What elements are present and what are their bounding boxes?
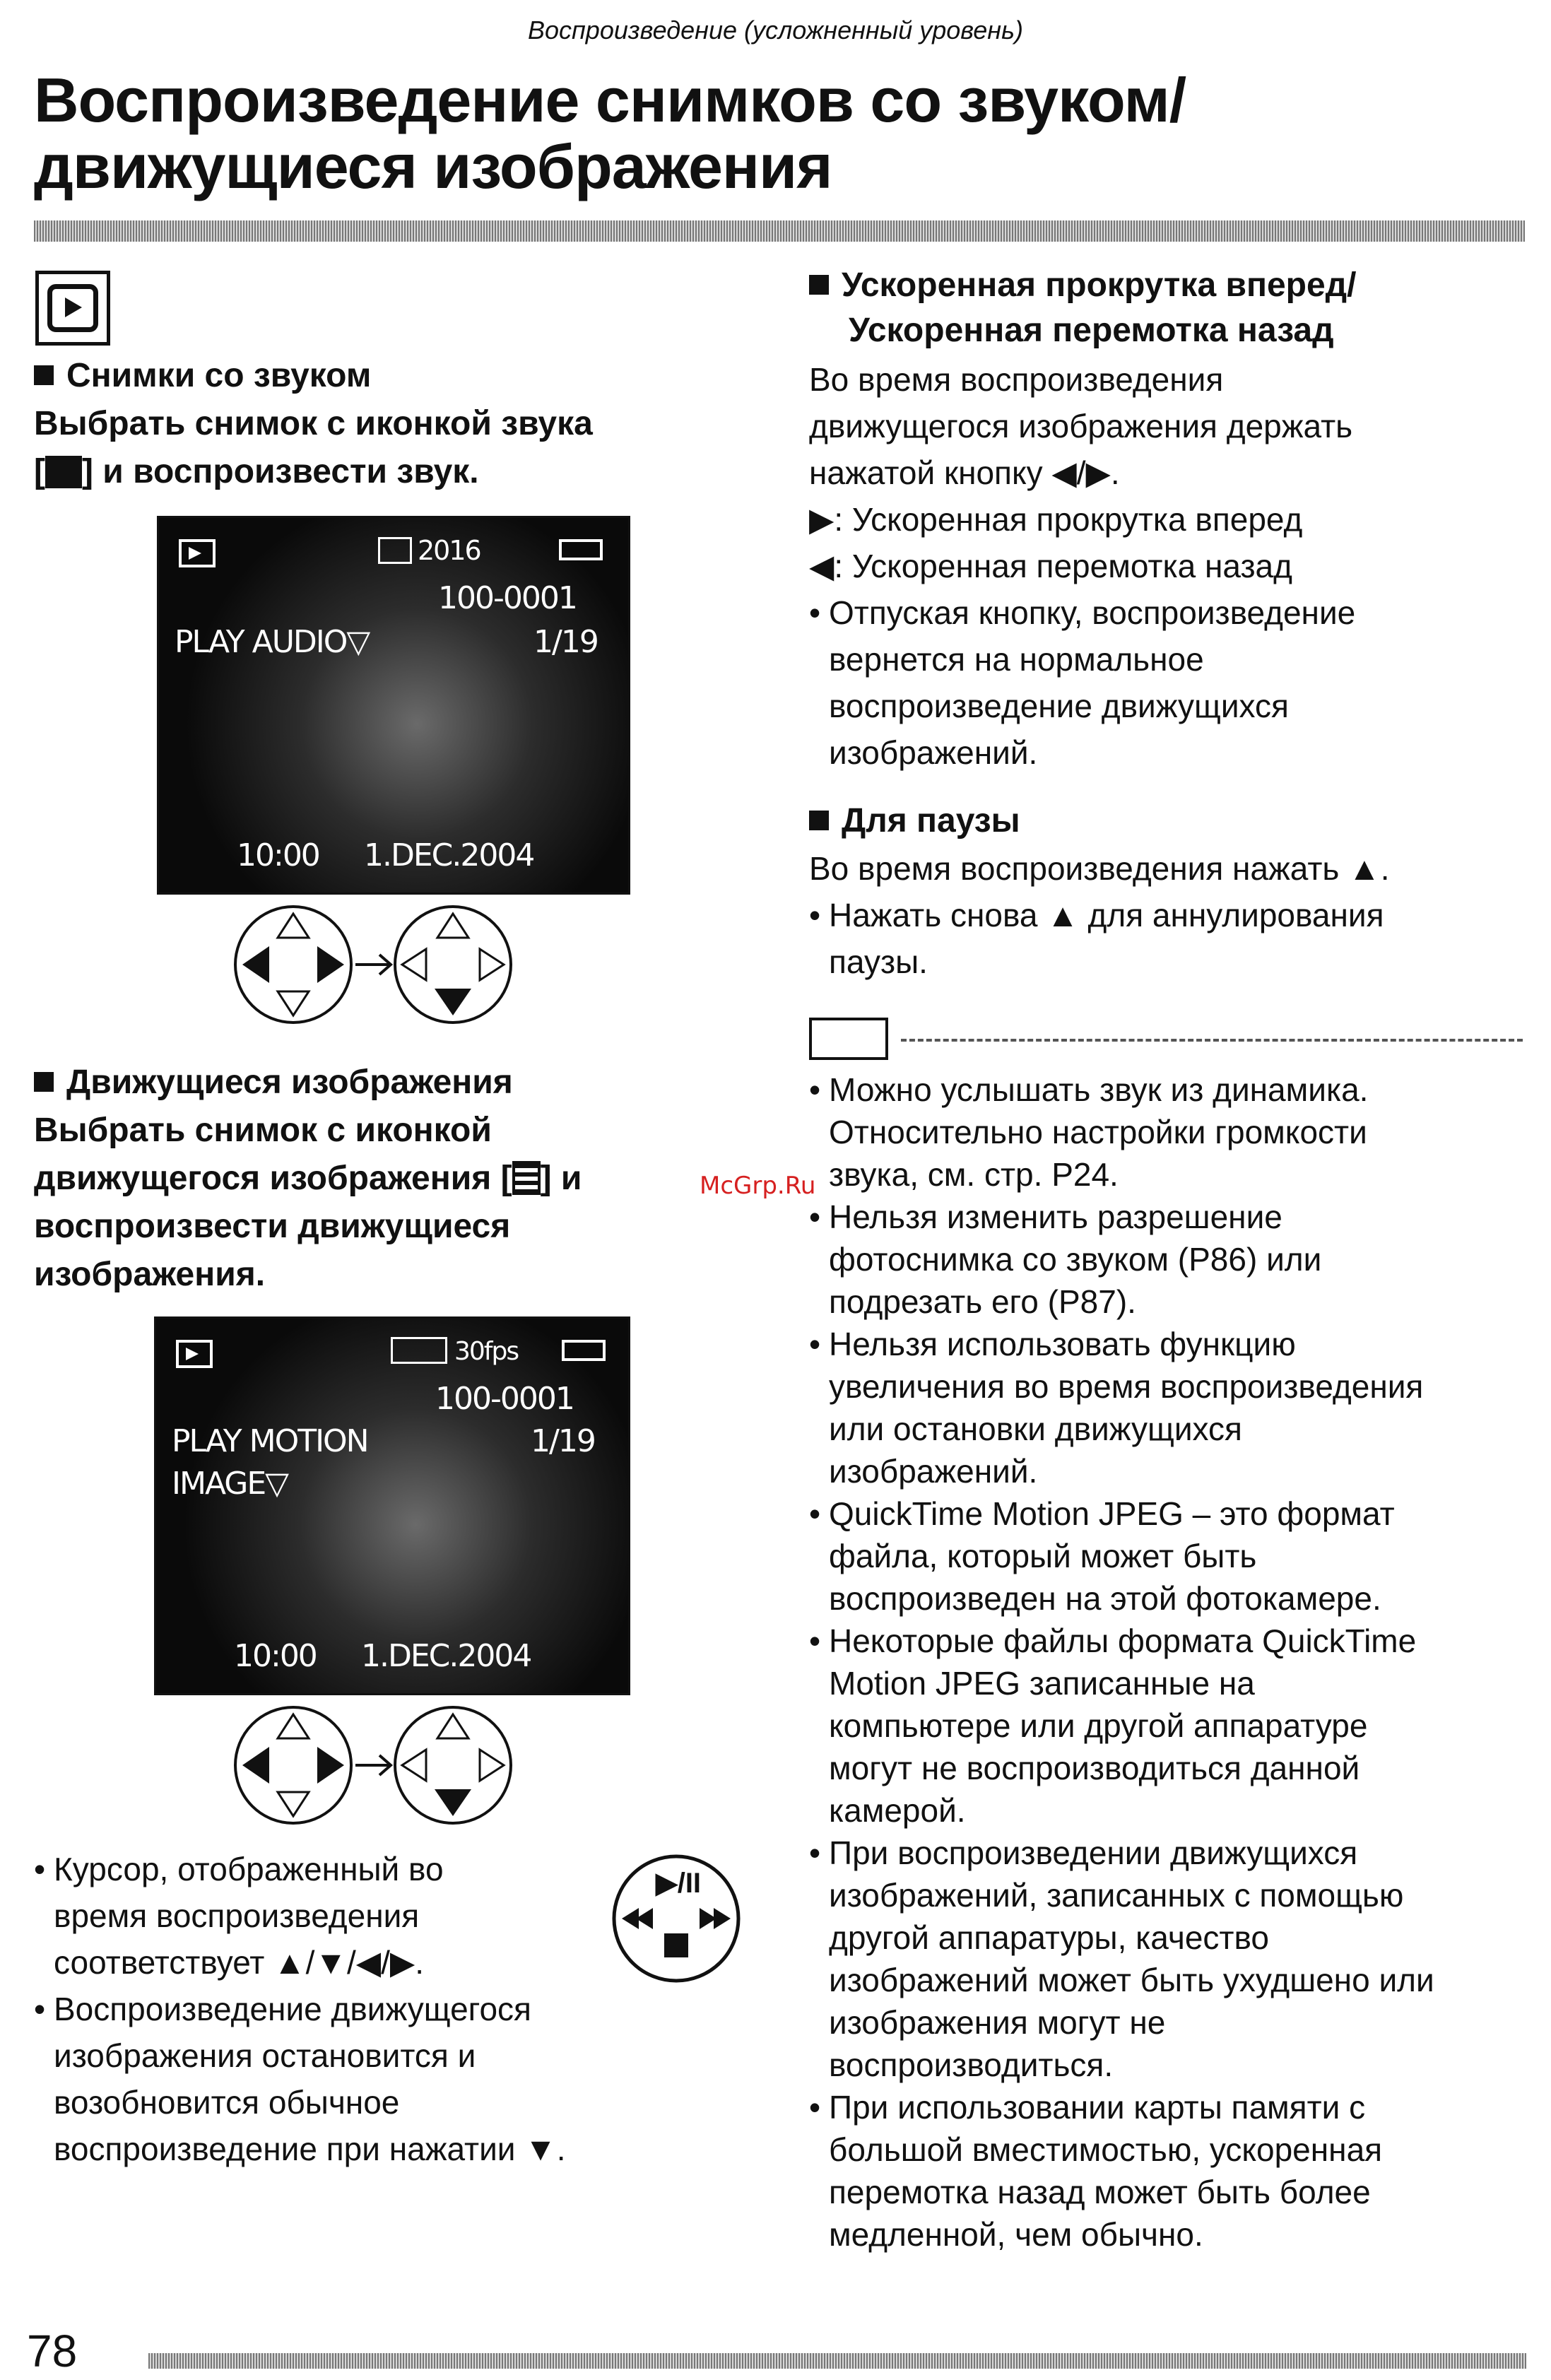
page-number: 78 bbox=[27, 2326, 78, 2376]
note-item: • При использовании карты памяти с большой вместимостью, ускоренная перемотка назад может быть более медленной, чем обычно. bbox=[809, 2086, 1537, 2256]
file-number: 100-0001 bbox=[438, 580, 577, 616]
cursor-pad-down-active-2 bbox=[395, 1707, 511, 1823]
audio-cursor-diagram bbox=[230, 901, 562, 1028]
date-stamp-2: 1.DEC.2004 bbox=[361, 1638, 531, 1674]
image-counter-2: 1/19 bbox=[531, 1423, 595, 1459]
footer-rule bbox=[148, 2353, 1526, 2369]
title-line-2: движущиеся изображения bbox=[34, 131, 832, 201]
fast-heading: Ускоренная прокрутка вперед/ Ускоренная перемотка назад bbox=[809, 263, 1356, 353]
note-divider bbox=[901, 1039, 1523, 1042]
cursor-pad-left-active bbox=[235, 907, 351, 1023]
pause-heading: Для паузы bbox=[809, 799, 1020, 844]
date-stamp: 1.DEC.2004 bbox=[364, 837, 534, 873]
audio-instruction-1: Выбрать снимок с иконкой звука bbox=[34, 405, 593, 442]
play-pause-pad-icon bbox=[609, 1851, 743, 1986]
note-item: • Некоторые файлы формата QuickTime Motion JPEG записанные на компьютере или другой аппаратуре могут не воспроизводиться данной камерой. bbox=[809, 1620, 1537, 1832]
fast-body: Во время воспроизведения движущегося изображения держать нажатой кнопку ◀/▶. ▶: Ускоренная прокрутка вперед ◀: Ускоренная перемотка назад • Отпуская кнопку, воспроизведение вернется на нормальное воспроизведение движущихся изображений. bbox=[809, 356, 1530, 776]
note-item: • При воспроизведении движущихся изображений, записанных с помощью другой аппаратуры, качество изображений может быть ухудшено или изображения могут не воспроизводиться. bbox=[809, 1832, 1537, 2086]
note-icon bbox=[809, 1018, 888, 1060]
image-label: IMAGE▽ bbox=[172, 1466, 288, 1502]
audio-instruction-2: [ ] и воспроизвести звук. bbox=[34, 453, 479, 490]
notes-list bbox=[809, 1068, 1537, 2256]
audio-note-icon bbox=[45, 456, 82, 488]
note-item: • QuickTime Motion JPEG – это формат файла, который может быть воспроизведен на этой фотокамере. bbox=[809, 1492, 1537, 1620]
motion-instruction-4: изображения. bbox=[34, 1256, 266, 1293]
file-number-2: 100-0001 bbox=[435, 1381, 574, 1417]
motion-instruction-2: движущегося изображения [ ] и bbox=[34, 1160, 582, 1197]
watermark: McGrp.Ru bbox=[700, 1172, 816, 1200]
cursor-bullet: • Курсор, отображенный во время воспроизведения соответствует ▲/▼/◀/▶. bbox=[34, 1846, 613, 1986]
left-bullets bbox=[34, 1846, 613, 2172]
playback-mode-icon bbox=[35, 271, 110, 346]
title-line-1: Воспроизведение снимков со звуком/ bbox=[34, 65, 1186, 135]
running-header: Воспроизведение (усложненный уровень) bbox=[527, 16, 1024, 45]
arrow-right-icon bbox=[355, 955, 391, 974]
play-motion-label: PLAY MOTION bbox=[172, 1423, 368, 1459]
note-item: • Можно услышать звук из динамика. Относительно настройки громкости звука, см. стр. P24. bbox=[809, 1068, 1537, 1196]
play-audio-label: PLAY AUDIO▽ bbox=[175, 624, 370, 660]
audio-playback-screen: 2016 100-0001 PLAY AUDIO▽ 1/19 10:00 1.DEC.2004 bbox=[157, 516, 630, 895]
fast-release-bullet: • Отпуская кнопку, воспроизведение вернется на нормальное воспроизведение движущихся изображений. bbox=[809, 589, 1530, 776]
page-title bbox=[34, 67, 1186, 200]
pause-bullet: • Нажать снова ▲ для аннулирования паузы. bbox=[809, 892, 1530, 985]
motion-instruction-1: Выбрать снимок с иконкой bbox=[34, 1112, 492, 1149]
motion-playback-screen: 30fps 100-0001 PLAY MOTION 1/19 IMAGE▽ 10:00 1.DEC.2004 bbox=[154, 1316, 630, 1695]
stop-bullet: • Воспроизведение движущегося изображения остановится и возобновится обычное воспроизведение при нажатии ▼. bbox=[34, 1986, 613, 2172]
motion-instruction-3: воспроизвести движущиеся bbox=[34, 1208, 511, 1245]
pause-body: Во время воспроизведения нажать ▲. • Нажать снова ▲ для аннулирования паузы. bbox=[809, 845, 1530, 985]
audio-icon bbox=[378, 537, 412, 564]
cursor-pad-left-active-2 bbox=[235, 1707, 351, 1823]
image-counter: 1/19 bbox=[533, 624, 598, 660]
motion-image-icon bbox=[512, 1161, 541, 1195]
cursor-pad-down-active bbox=[395, 907, 511, 1023]
motion-heading: Движущиеся изображения bbox=[34, 1060, 513, 1105]
playback-icon bbox=[179, 539, 216, 567]
arrow-right-icon-2 bbox=[355, 1755, 391, 1775]
time-stamp: 10:00 bbox=[237, 837, 319, 873]
audio-film-icon bbox=[391, 1337, 447, 1364]
time-stamp-2: 10:00 bbox=[234, 1638, 317, 1674]
playback-icon-2 bbox=[176, 1340, 213, 1368]
note-item: • Нельзя изменить разрешение фотоснимка со звуком (P86) или подрезать его (P87). bbox=[809, 1196, 1537, 1323]
title-rule bbox=[34, 220, 1525, 242]
note-item: • Нельзя использовать функцию увеличения во время воспроизведения или остановки движущихся изображений. bbox=[809, 1323, 1537, 1492]
play-pause-label: ▶/II bbox=[655, 1868, 702, 1899]
battery-icon-2 bbox=[562, 1340, 606, 1361]
battery-icon bbox=[559, 539, 603, 560]
motion-cursor-diagram bbox=[230, 1702, 562, 1829]
audio-heading: Снимки со звуком bbox=[34, 353, 371, 399]
